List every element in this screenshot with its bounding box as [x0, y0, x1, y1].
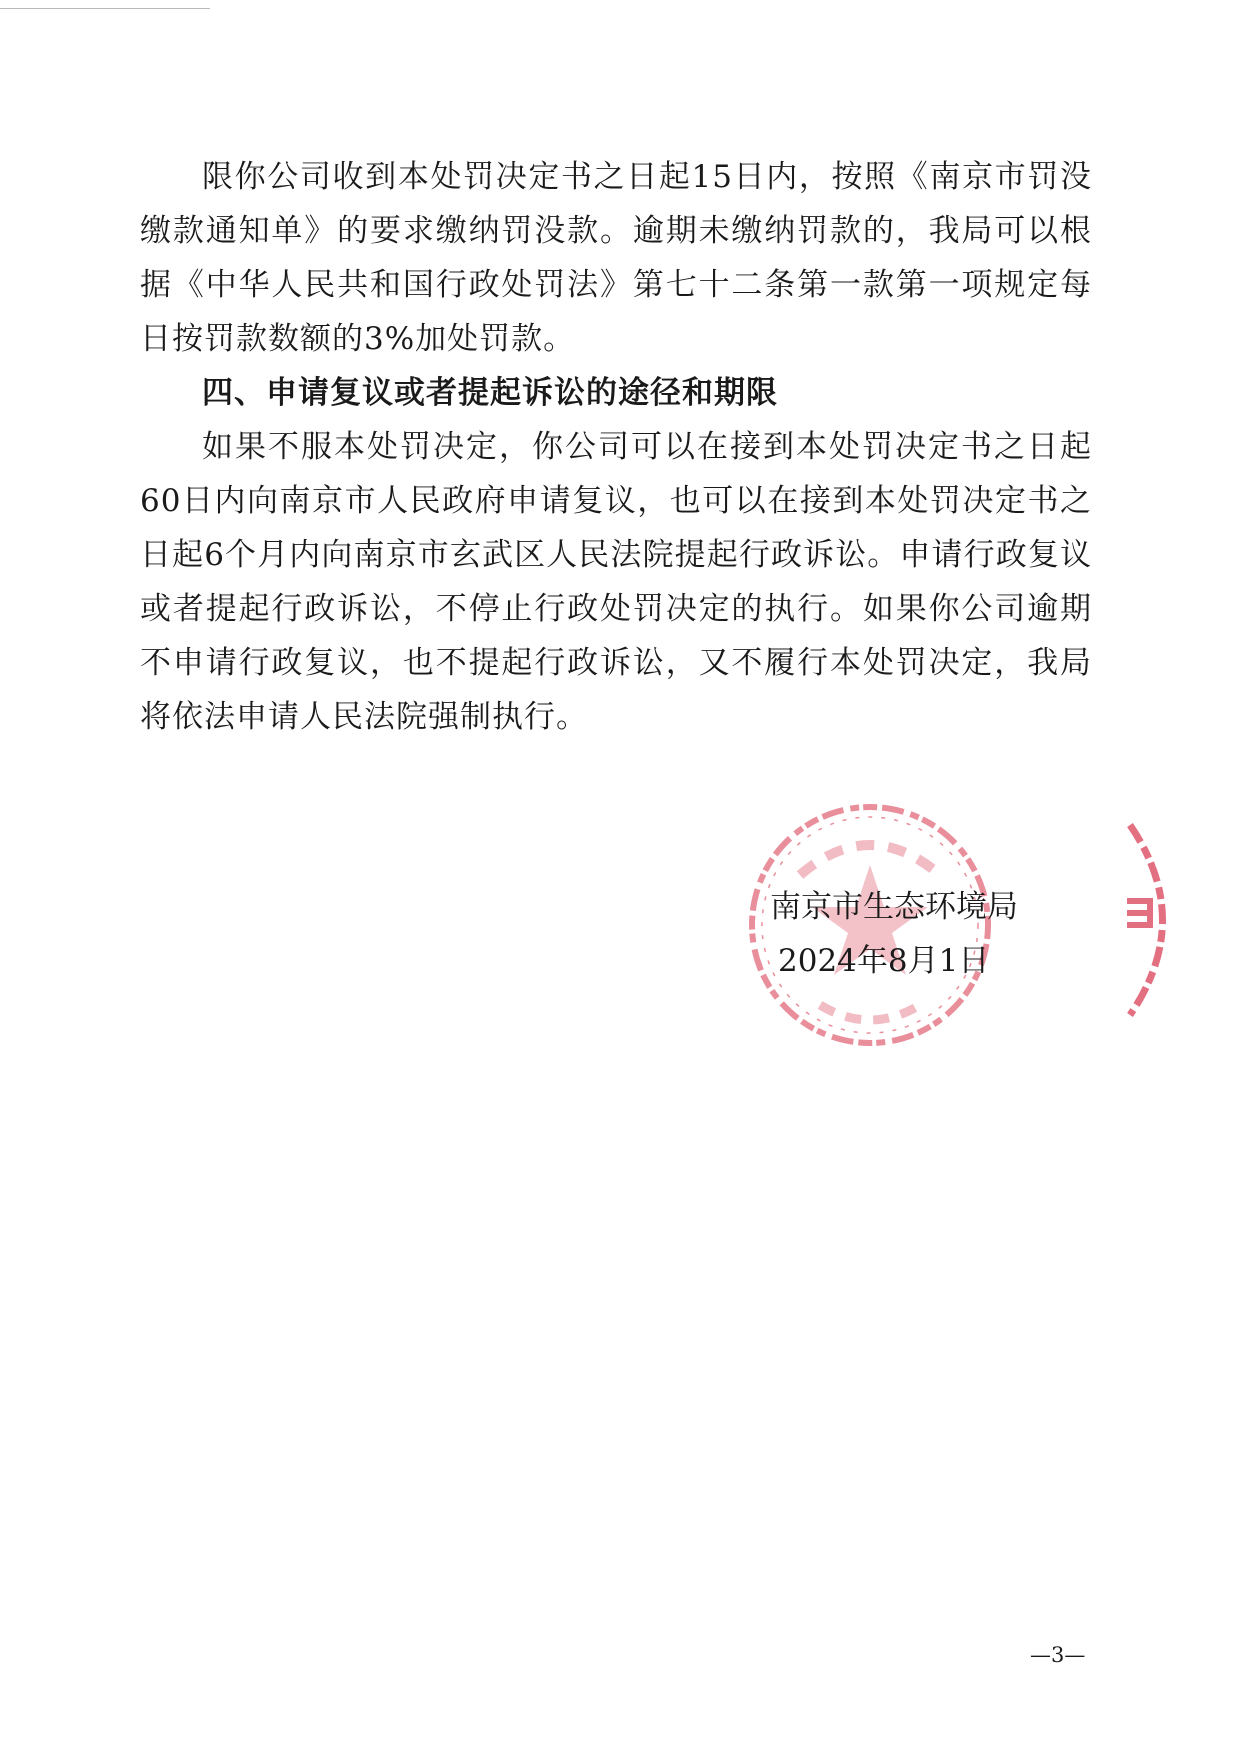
payment-deadline-paragraph: 限你公司收到本处罚决定书之日起15日内，按照《南京市罚没缴款通知单》的要求缴纳罚没款。逾期未缴纳罚款的，我局可以根据《中华人民共和国行政处罚法》第七十二条第一款第一项规定每日按罚款数额的3%加处罚款。	[140, 159, 1092, 357]
issue-date: 2024年8月1日	[778, 943, 990, 979]
page-number: —3—	[1030, 1643, 1086, 1667]
scan-edge-line	[0, 8, 210, 9]
signature-block	[770, 880, 1070, 988]
document-body	[140, 150, 1092, 744]
partial-seal-icon	[1125, 820, 1185, 1020]
section-heading: 四、申请复议或者提起诉讼的途径和期限	[202, 375, 778, 411]
appeal-paragraph: 如果不服本处罚决定，你公司可以在接到本处罚决定书之日起60日内向南京市人民政府申请复议，也可以在接到本处罚决定书之日起6个月内向南京市玄武区人民法院提起行政诉讼。申请行政复议或者提起行政诉讼，不停止行政处罚决定的执行。如果你公司逾期不申请行政复议，也不提起行政诉讼，又不履行本处罚决定，我局将依法申请人民法院强制执行。	[140, 429, 1092, 735]
issuing-organization: 南京市生态环境局	[770, 889, 1018, 925]
